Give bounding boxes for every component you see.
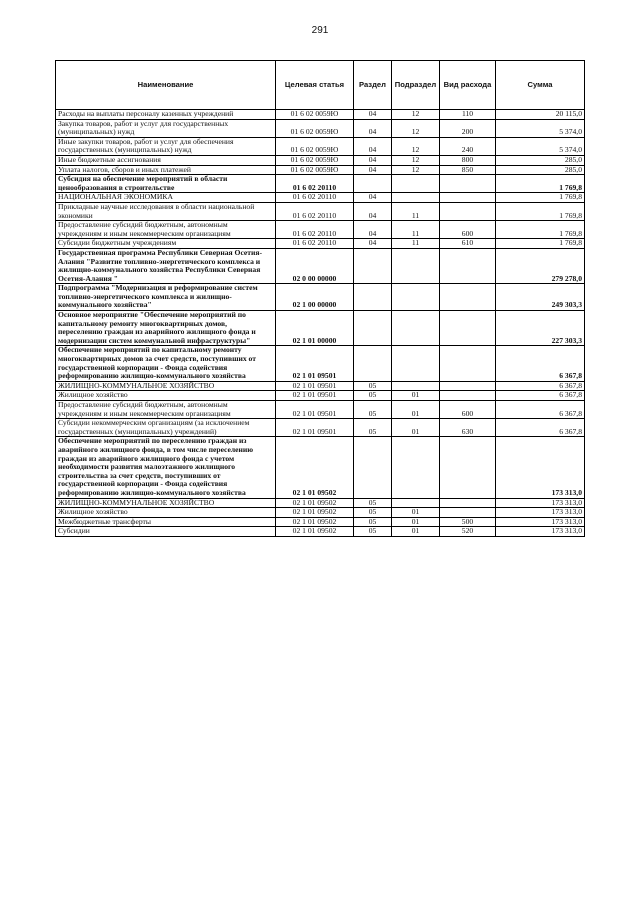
row-sum: 279 278,0: [496, 248, 585, 283]
row-name: Иные закупки товаров, работ и услуг для обеспечения государственных (муниципальных) нужд: [56, 137, 276, 155]
row-type: 110: [440, 110, 496, 120]
row-name: НАЦИОНАЛЬНАЯ ЭКОНОМИКА: [56, 193, 276, 203]
row-code: 02 1 01 09501: [276, 391, 354, 401]
row-sum: 1 769,8: [496, 193, 585, 203]
row-section: 05: [354, 419, 392, 437]
row-section: [354, 346, 392, 381]
row-sum: 173 313,0: [496, 517, 585, 527]
row-code: 02 1 01 09502: [276, 508, 354, 518]
row-sum: 1 769,8: [496, 239, 585, 249]
row-type: 520: [440, 527, 496, 537]
row-name: Обеспечение мероприятий по переселению граждан из аварийного жилищного фонда, в том числе переселению граждан из аварийного жилищного фонда с учетом необходимости развития малоэтажного жилищного строительства за счет средств, поступивших от государственной корпорации - Фонда содействия реформированию жилищно-коммунального хозяйства: [56, 437, 276, 498]
row-name: ЖИЛИЩНО-КОММУНАЛЬНОЕ ХОЗЯЙСТВО: [56, 381, 276, 391]
row-code: 02 0 00 00000: [276, 248, 354, 283]
row-code: 02 1 01 09501: [276, 419, 354, 437]
row-type: [440, 175, 496, 193]
row-name: Жилищное хозяйство: [56, 391, 276, 401]
row-code: 01 6 02 0059Ю: [276, 137, 354, 155]
row-sum: 1 769,8: [496, 221, 585, 239]
row-sum: 173 313,0: [496, 498, 585, 508]
row-name: Межбюджетные трансферты: [56, 517, 276, 527]
table-row: [56, 193, 585, 203]
row-section: 04: [354, 221, 392, 239]
table-row: [56, 401, 585, 419]
row-type: 850: [440, 165, 496, 175]
row-type: 800: [440, 155, 496, 165]
row-section: [354, 437, 392, 498]
row-subsection: [392, 175, 440, 193]
row-section: 04: [354, 119, 392, 137]
row-sum: 285,0: [496, 155, 585, 165]
row-sum: 5 374,0: [496, 119, 585, 137]
row-name: Государственная программа Республики Северная Осетия-Алания "Развитие топливно-энергетического комплекса и жилищно-коммунального хозяйства Республики Северная Осетия-Алания ": [56, 248, 276, 283]
table-row: [56, 508, 585, 518]
row-code: 02 1 01 09502: [276, 527, 354, 537]
row-subsection: [392, 248, 440, 283]
row-type: 600: [440, 221, 496, 239]
table-row: [56, 202, 585, 220]
row-sum: 5 374,0: [496, 137, 585, 155]
row-code: 01 6 02 0059Ю: [276, 110, 354, 120]
row-section: 04: [354, 155, 392, 165]
header-section: Раздел: [354, 61, 392, 110]
row-sum: 173 313,0: [496, 437, 585, 498]
row-code: 02 1 01 09502: [276, 437, 354, 498]
header-type: Вид расхода: [440, 61, 496, 110]
row-sum: 285,0: [496, 165, 585, 175]
row-subsection: [392, 193, 440, 203]
row-type: [440, 193, 496, 203]
row-name: Закупка товаров, работ и услуг для государственных (муниципальных) нужд: [56, 119, 276, 137]
row-type: [440, 248, 496, 283]
row-name: Субсидии некоммерческим организациям (за исключением государственных (муниципальных) учреждений): [56, 419, 276, 437]
row-subsection: [392, 311, 440, 346]
table-row: [56, 437, 585, 498]
row-name: Обеспечение мероприятий по капитальному ремонту многоквартирных домов за счет средств, поступивших от государственной корпорации - Фонда содействия реформированию жилищно-коммунального хозяйства: [56, 346, 276, 381]
row-name: Подпрограмма "Модернизация и реформирование систем топливно-энергетического комплекса и жилищно-коммунального хозяйства": [56, 284, 276, 311]
budget-table: [55, 60, 585, 537]
row-name: Предоставление субсидий бюджетным, автономным учреждениям и иным некоммерческим организациям: [56, 401, 276, 419]
row-subsection: 12: [392, 137, 440, 155]
table-row: [56, 221, 585, 239]
row-section: 04: [354, 193, 392, 203]
row-code: 02 1 01 09501: [276, 346, 354, 381]
row-section: 04: [354, 239, 392, 249]
row-type: [440, 284, 496, 311]
row-name: ЖИЛИЩНО-КОММУНАЛЬНОЕ ХОЗЯЙСТВО: [56, 498, 276, 508]
row-subsection: 01: [392, 527, 440, 537]
header-sum: Сумма: [496, 61, 585, 110]
row-section: [354, 248, 392, 283]
row-name: Уплата налогов, сборов и иных платежей: [56, 165, 276, 175]
row-code: 01 6 02 20110: [276, 221, 354, 239]
row-subsection: [392, 346, 440, 381]
row-type: 240: [440, 137, 496, 155]
table-row: [56, 119, 585, 137]
row-subsection: 11: [392, 202, 440, 220]
row-type: [440, 202, 496, 220]
table-header-row: [56, 61, 585, 110]
row-code: 01 6 02 20110: [276, 175, 354, 193]
row-type: 610: [440, 239, 496, 249]
row-name: Предоставление субсидий бюджетным, автономным учреждениям и иным некоммерческим организациям: [56, 221, 276, 239]
row-name: Основное мероприятие "Обеспечение мероприятий по капитальному ремонту многоквартирных домов, переселению граждан из аварийного жилищного фонда и модернизации систем коммунальной инфраструктуры": [56, 311, 276, 346]
row-code: 02 1 01 09502: [276, 517, 354, 527]
table-row: [56, 346, 585, 381]
table-row: [56, 155, 585, 165]
header-subsection: Подраздел: [392, 61, 440, 110]
row-code: 01 6 02 20110: [276, 239, 354, 249]
row-code: 01 6 02 20110: [276, 202, 354, 220]
row-type: [440, 346, 496, 381]
row-sum: 173 313,0: [496, 527, 585, 537]
row-name: Прикладные научные исследования в области национальной экономики: [56, 202, 276, 220]
row-code: 02 1 00 00000: [276, 284, 354, 311]
row-subsection: 01: [392, 517, 440, 527]
row-sum: 6 367,8: [496, 381, 585, 391]
row-section: [354, 175, 392, 193]
row-sum: 20 115,0: [496, 110, 585, 120]
row-code: 02 1 01 09501: [276, 381, 354, 391]
row-name: Субсидии: [56, 527, 276, 537]
row-subsection: 12: [392, 110, 440, 120]
row-sum: 1 769,8: [496, 175, 585, 193]
row-sum: 227 303,3: [496, 311, 585, 346]
row-name: Субсидия на обеспечение мероприятий в области ценообразования в строительстве: [56, 175, 276, 193]
row-section: 05: [354, 381, 392, 391]
row-name: Субсидии бюджетным учреждениям: [56, 239, 276, 249]
row-sum: 6 367,8: [496, 419, 585, 437]
row-sum: 173 313,0: [496, 508, 585, 518]
row-code: 02 1 01 09501: [276, 401, 354, 419]
row-name: Расходы на выплаты персоналу казенных учреждений: [56, 110, 276, 120]
row-sum: 6 367,8: [496, 346, 585, 381]
table-row: [56, 311, 585, 346]
row-type: 600: [440, 401, 496, 419]
row-subsection: [392, 284, 440, 311]
row-section: 04: [354, 202, 392, 220]
row-section: 05: [354, 391, 392, 401]
row-subsection: 12: [392, 165, 440, 175]
row-type: [440, 437, 496, 498]
table-row: [56, 419, 585, 437]
row-subsection: 12: [392, 155, 440, 165]
table-row: [56, 239, 585, 249]
table-row: [56, 248, 585, 283]
row-section: 05: [354, 508, 392, 518]
row-type: 500: [440, 517, 496, 527]
header-code: Целевая статья: [276, 61, 354, 110]
row-type: [440, 498, 496, 508]
row-code: 01 6 02 0059Ю: [276, 165, 354, 175]
row-type: 200: [440, 119, 496, 137]
row-section: 05: [354, 401, 392, 419]
row-type: [440, 508, 496, 518]
row-code: 02 1 01 00000: [276, 311, 354, 346]
row-subsection: 01: [392, 419, 440, 437]
row-subsection: [392, 437, 440, 498]
row-section: [354, 284, 392, 311]
table-row: [56, 110, 585, 120]
row-section: 05: [354, 517, 392, 527]
row-sum: 6 367,8: [496, 391, 585, 401]
row-sum: 6 367,8: [496, 401, 585, 419]
row-section: 05: [354, 527, 392, 537]
row-type: [440, 381, 496, 391]
row-section: 04: [354, 165, 392, 175]
row-type: [440, 311, 496, 346]
table-row: [56, 527, 585, 537]
row-name: Жилищное хозяйство: [56, 508, 276, 518]
row-subsection: 12: [392, 119, 440, 137]
row-section: 04: [354, 110, 392, 120]
row-type: [440, 391, 496, 401]
table-row: [56, 284, 585, 311]
row-sum: 249 303,3: [496, 284, 585, 311]
table-row: [56, 137, 585, 155]
row-subsection: 11: [392, 221, 440, 239]
header-name: Наименование: [56, 61, 276, 110]
row-code: 01 6 02 0059Ю: [276, 155, 354, 165]
row-sum: 1 769,8: [496, 202, 585, 220]
row-code: 02 1 01 09502: [276, 498, 354, 508]
row-subsection: 01: [392, 508, 440, 518]
row-section: [354, 311, 392, 346]
row-subsection: 01: [392, 401, 440, 419]
row-section: 05: [354, 498, 392, 508]
row-subsection: 11: [392, 239, 440, 249]
row-code: 01 6 02 0059Ю: [276, 119, 354, 137]
row-name: Иные бюджетные ассигнования: [56, 155, 276, 165]
table-row: [56, 175, 585, 193]
page-number: 291: [311, 25, 329, 36]
row-section: 04: [354, 137, 392, 155]
row-code: 01 6 02 20110: [276, 193, 354, 203]
row-subsection: 01: [392, 391, 440, 401]
row-type: 630: [440, 419, 496, 437]
